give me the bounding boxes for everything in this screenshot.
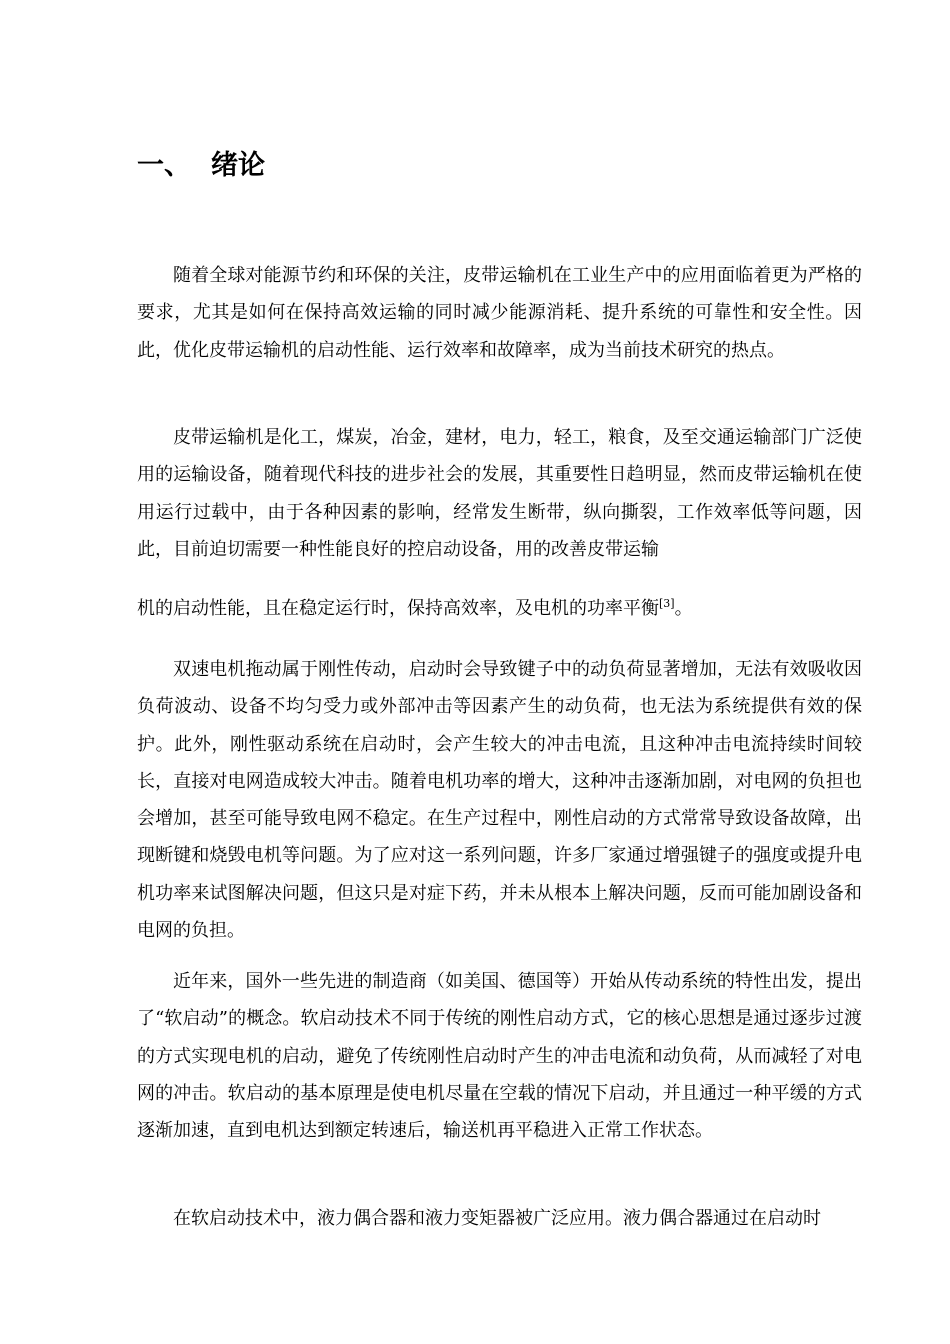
- paragraph-hydraulic: 在软启动技术中，液力偶合器和液力变矩器被广泛应用。液力偶合器通过在启动时: [173, 1208, 821, 1229]
- citation-ref: [3]: [659, 597, 675, 610]
- section-number: 一、: [137, 150, 191, 181]
- continuation-end: 。: [674, 598, 693, 619]
- paragraph-continuation: [137, 590, 862, 627]
- continuation-text: 机的启动性能，且在稳定运行时，保持高效率，及电机的功率平衡: [137, 598, 659, 619]
- paragraph-soft-start: 近年来，国外一些先进的制造商（如美国、德国等）开始从传动系统的特性出发，提出了“软启动”的概念。软启动技术不同于传统的刚性启动方式，它的核心思想是通过逐步过渡的方式实现电机的启动，避免了传统刚性启动时产生的冲击电流和动负荷，从而减轻了对电网的冲击。软启动的基本原理是使电机尽量在空载的情况下启动，并且通过一种平缓的方式逐渐加速，直到电机达到额定转速后，输送机再平稳进入正常工作状态。: [137, 971, 862, 1142]
- section-heading: [137, 146, 265, 186]
- paragraph-intro: 随着全球对能源节约和环保的关注，皮带运输机在工业生产中的应用面临着更为严格的要求，尤其是如何在保持高效运输的同时减少能源消耗、提升系统的可靠性和安全性。因此，优化皮带运输机的启动性能、运行效率和故障率，成为当前技术研究的热点。: [137, 265, 862, 361]
- section-title: 绪论: [211, 150, 265, 181]
- paragraph-belt-conveyor: 皮带运输机是化工，煤炭，冶金，建材，电力，轻工，粮食，及至交通运输部门广泛使用的运输设备，随着现代科技的进步社会的发展，其重要性日趋明显，然而皮带运输机在使用运行过载中，由于各种因素的影响，经常发生断带，纵向撕裂，工作效率低等问题，因此，目前迫切需要一种性能良好的控启动设备，用的改善皮带运输: [137, 427, 862, 560]
- paragraph-rigid-drive: 双速电机拖动属于刚性传动，启动时会导致键子中的动负荷显著增加，无法有效吸收因负荷波动、设备不均匀受力或外部冲击等因素产生的动负荷，也无法为系统提供有效的保护。此外，刚性驱动系统在启动时，会产生较大的冲击电流，且这种冲击电流持续时间较长，直接对电网造成较大冲击。随着电机功率的增大，这种冲击逐渐加剧，对电网的负担也会增加，甚至可能导致电网不稳定。在生产过程中，刚性启动的方式常常导致设备故障，出现断键和烧毁电机等问题。为了应对这一系列问题，许多厂家通过增强键子的强度或提升电机功率来试图解决问题，但这只是对症下药，并未从根本上解决问题，反而可能加剧设备和电网的负担。: [137, 659, 862, 942]
